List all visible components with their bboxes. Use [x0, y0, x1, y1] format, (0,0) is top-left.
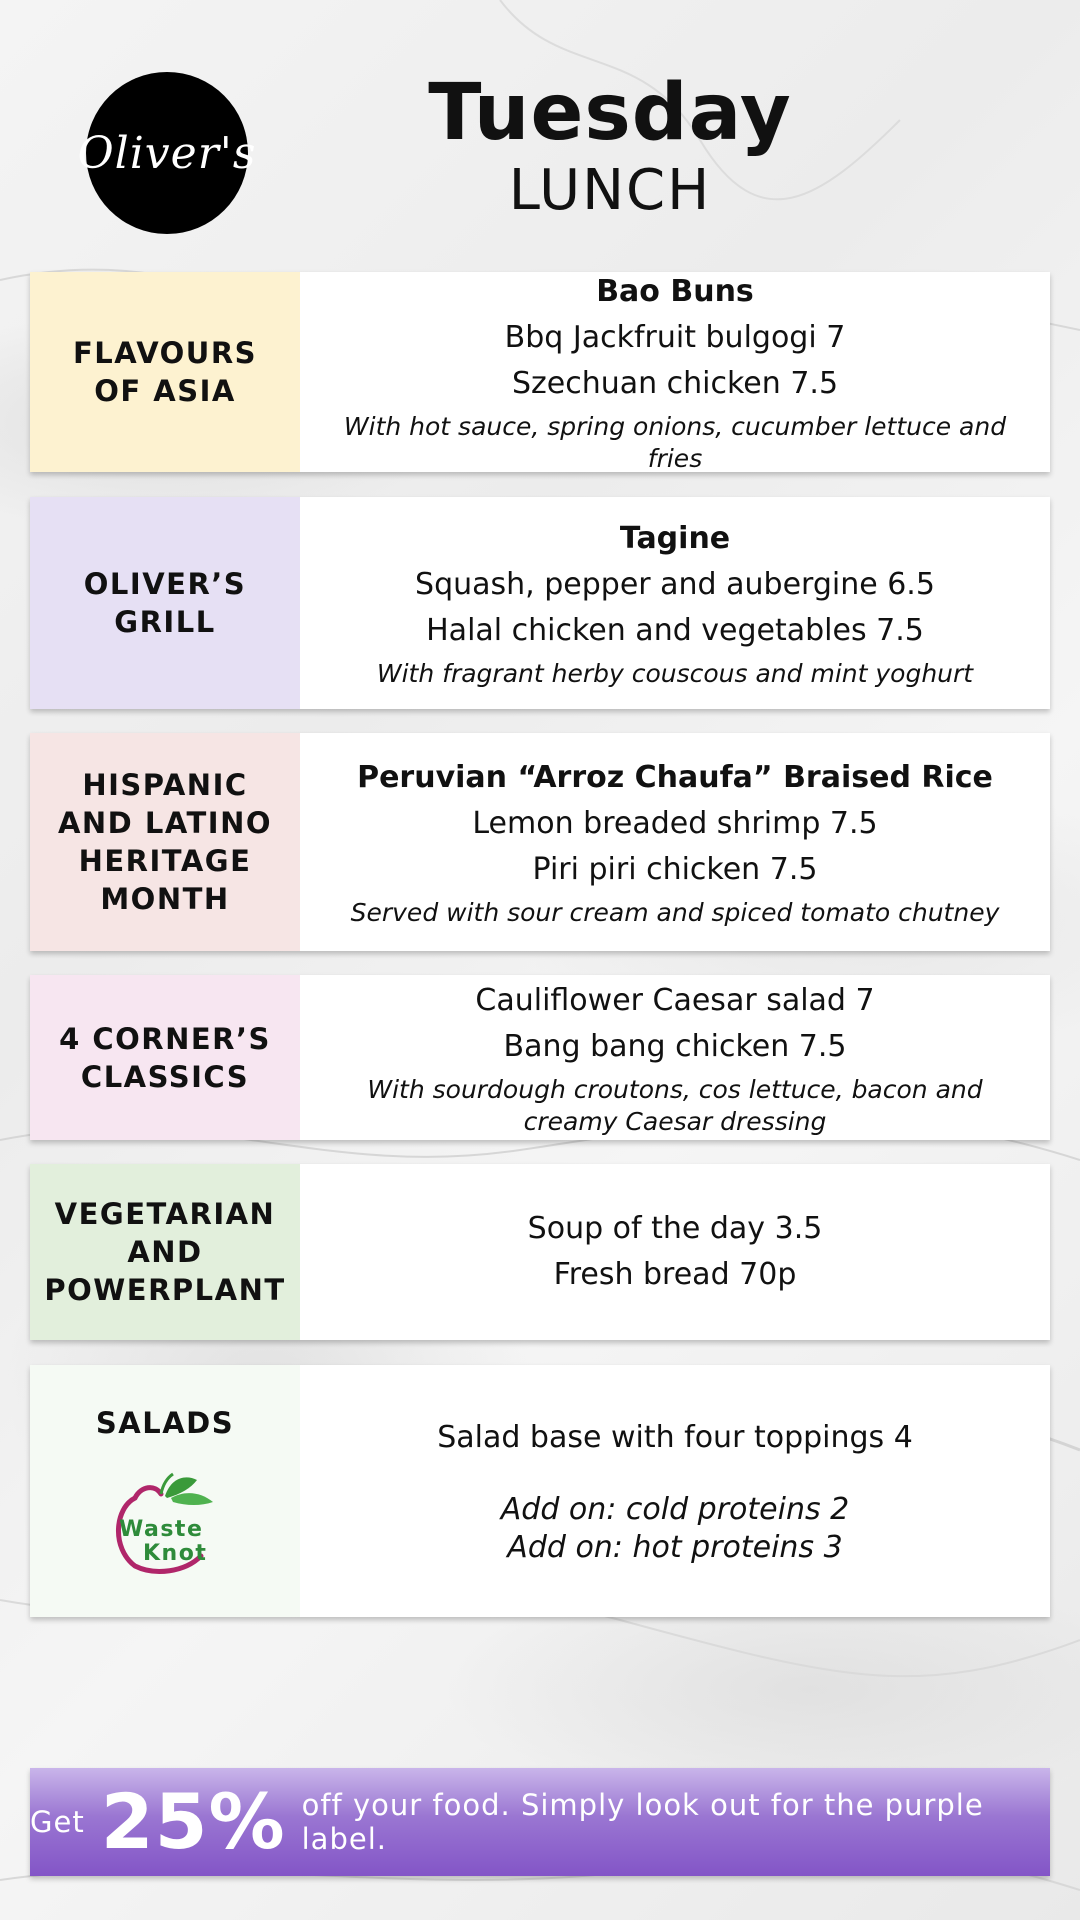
addon-item: Add on: hot proteins 3 [507, 1530, 843, 1565]
meal-title: LUNCH [508, 158, 712, 223]
section-vegetarian-powerplant [30, 1164, 1050, 1340]
section-hispanic-latino [30, 733, 1050, 951]
category-label: 4 CORNER’S CLASSICS [30, 975, 300, 1140]
dish-title: Bao Buns [596, 274, 754, 309]
dish-title: Tagine [619, 521, 731, 556]
menu-item: Bbq Jackfruit bulgogi 7 [504, 320, 846, 355]
section-salads [30, 1365, 1050, 1617]
dish-note: With fragrant herby couscous and mint yoghurt [376, 659, 974, 688]
dish-note: With sourdough croutons, cos lettuce, bacon and creamy Caesar dressing [367, 1074, 983, 1136]
category-label: SALADS [95, 1406, 235, 1440]
menu-items [300, 272, 1050, 472]
category-label: HISPANIC AND LATINO HERITAGE MONTH [30, 733, 300, 951]
category-label: VEGETARIAN AND POWERPLANT [30, 1164, 300, 1340]
menu-item: Piri piri chicken 7.5 [532, 852, 818, 887]
menu-item: Squash, pepper and aubergine 6.5 [415, 567, 935, 602]
dish-title: Peruvian “Arroz Chaufa” Braised Rice [357, 760, 993, 795]
day-title: Tuesday [428, 68, 792, 158]
promo-banner [30, 1768, 1050, 1876]
menu-item: Cauliflower Caesar salad 7 [475, 982, 875, 1018]
promo-prefix: Get [30, 1805, 85, 1839]
svg-text:Knot: Knot [143, 1541, 208, 1566]
olivers-logo: Oliver's [86, 72, 248, 234]
category-salads [30, 1365, 300, 1617]
menu-item: Salad base with four toppings 4 [437, 1420, 913, 1455]
menu-item: Fresh bread 70p [553, 1257, 797, 1292]
category-label: FLAVOURS OF ASIA [30, 272, 300, 472]
menu-item: Szechuan chicken 7.5 [511, 366, 839, 401]
dish-note: Served with sour cream and spiced tomato chutney [350, 898, 1000, 927]
menu-item: Bang bang chicken 7.5 [503, 1028, 847, 1064]
section-olivers-grill [30, 497, 1050, 709]
menu-items [300, 497, 1050, 709]
dish-note: With hot sauce, spring onions, cucumber lettuce and fries [343, 412, 1007, 473]
menu-item: Lemon breaded shrimp 7.5 [472, 806, 878, 841]
promo-discount: 25% [100, 1777, 286, 1866]
menu-items [300, 975, 1050, 1140]
menu-item: Soup of the day 3.5 [527, 1211, 823, 1246]
addon-item: Add on: cold proteins 2 [500, 1492, 850, 1527]
menu-item: Halal chicken and vegetables 7.5 [426, 613, 924, 648]
waste-knot-logo [105, 1468, 225, 1578]
menu-items [300, 1365, 1050, 1617]
menu-items [300, 733, 1050, 951]
section-flavours-of-asia [30, 272, 1050, 472]
svg-text:Waste: Waste [119, 1517, 204, 1542]
menu-items [300, 1164, 1050, 1340]
category-label: OLIVER’S GRILL [30, 497, 300, 709]
section-4-corners-classics [30, 975, 1050, 1140]
promo-text: off your food. Simply look out for the purple label. [301, 1788, 984, 1856]
